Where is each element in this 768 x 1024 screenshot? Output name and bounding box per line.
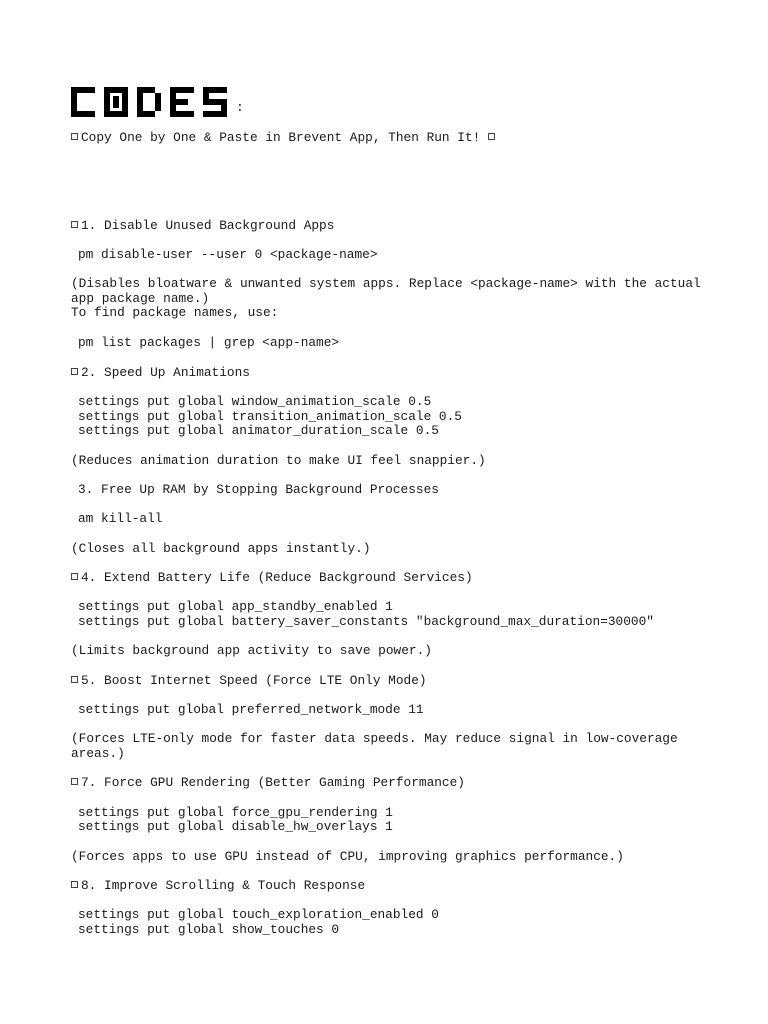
title-block xyxy=(71,87,244,119)
section-note: (Closes all background apps instantly.) xyxy=(71,541,371,556)
section-heading-text: 8. Improve Scrolling & Touch Response xyxy=(81,878,366,893)
command-line: am kill-all xyxy=(78,511,163,526)
section-heading-text: 2. Speed Up Animations xyxy=(81,365,250,380)
command-line: settings put global window_animation_scale 0.5 xyxy=(78,394,432,409)
bullet-box-icon xyxy=(71,368,78,375)
section-heading-text: 4. Extend Battery Life (Reduce Background Services) xyxy=(81,570,473,585)
bullet-box-icon xyxy=(71,221,78,228)
section-heading-text: 1. Disable Unused Background Apps xyxy=(81,218,335,233)
section-note: (Disables bloatware & unwanted system apps. Replace <package-name> with the actual app package name.) To find package names, use: xyxy=(71,276,701,321)
section-heading xyxy=(71,879,365,894)
section-note: (Reduces animation duration to make UI feel snappier.) xyxy=(71,453,486,468)
command-line: settings put global force_gpu_rendering 1 xyxy=(78,805,393,820)
section-heading-text: 7. Force GPU Rendering (Better Gaming Performance) xyxy=(81,775,465,790)
command-line: settings put global animator_duration_scale 0.5 xyxy=(78,423,439,438)
section-heading: 3. Free Up RAM by Stopping Background Processes xyxy=(78,482,439,497)
command-line: settings put global touch_exploration_enabled 0 xyxy=(78,907,439,922)
command-line: settings put global disable_hw_overlays 1 xyxy=(78,819,393,834)
command-line: settings put global preferred_network_mode 11 xyxy=(78,702,424,717)
section-note: (Forces apps to use GPU instead of CPU, improving graphics performance.) xyxy=(71,849,624,864)
command-line: settings put global battery_saver_constants "background_max_duration=30000" xyxy=(78,614,654,629)
section-heading-text: 5. Boost Internet Speed (Force LTE Only Mode) xyxy=(81,673,427,688)
command-line: pm list packages | grep <app-name> xyxy=(78,335,340,350)
bullet-box-icon xyxy=(71,133,78,140)
section-heading xyxy=(71,219,334,234)
section-heading xyxy=(71,674,427,689)
bullet-box-icon xyxy=(488,133,495,140)
bullet-box-icon xyxy=(71,676,78,683)
section-heading xyxy=(71,776,465,791)
codes-pixel-title xyxy=(71,87,231,119)
command-line: settings put global app_standby_enabled 1 xyxy=(78,599,393,614)
section-heading xyxy=(71,571,473,586)
bullet-box-icon xyxy=(71,778,78,785)
title-colon: : xyxy=(236,100,244,115)
bullet-box-icon xyxy=(71,881,78,888)
subtitle-line xyxy=(71,131,498,146)
section-note: (Forces LTE-only mode for faster data speeds. May reduce signal in low-coverage areas.) xyxy=(71,731,678,761)
subtitle-text: Copy One by One & Paste in Brevent App, Then Run It! xyxy=(81,130,481,145)
bullet-box-icon xyxy=(71,573,78,580)
command-line: pm disable-user --user 0 <package-name> xyxy=(78,247,378,262)
section-heading xyxy=(71,366,250,381)
command-line: settings put global show_touches 0 xyxy=(78,922,340,937)
command-line: settings put global transition_animation_scale 0.5 xyxy=(78,409,462,424)
section-note: (Limits background app activity to save power.) xyxy=(71,643,432,658)
